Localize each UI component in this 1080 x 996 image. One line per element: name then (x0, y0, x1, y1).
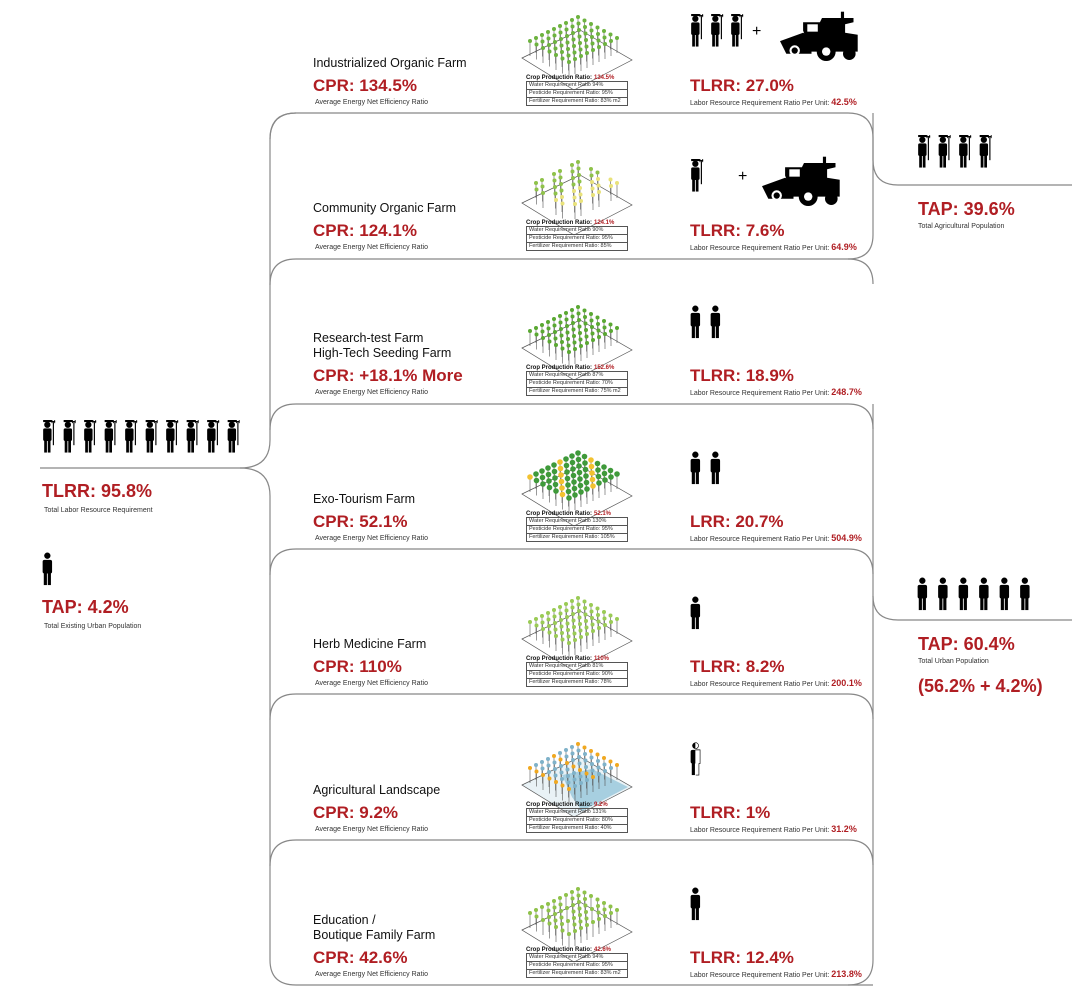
ratio-row: Pesticide Requirement Ratio: 95% (526, 90, 628, 98)
cpr-caption: Average Energy Net Efficiency Ratio (315, 99, 428, 106)
lrr-caption: Labor Resource Requirement Ratio Per Unit: (690, 390, 830, 397)
lrr-caption: Labor Resource Requirement Ratio Per Unit: (690, 100, 830, 107)
lrr-caption-row (690, 824, 857, 834)
crop-production-ratio-value: 42.6% (594, 947, 612, 953)
tlrr-value: TLRR: 27.0% (690, 76, 794, 95)
ratio-row: Water Requirement Ratio 94% (526, 81, 628, 90)
crop-production-ratio-value: 152.6% (594, 365, 615, 371)
farmer-icon (64, 420, 76, 453)
ratio-table (526, 220, 628, 251)
farmer-icon (207, 420, 219, 453)
lrr-per-unit-value: 31.2% (831, 824, 857, 834)
labor-icons (686, 884, 866, 933)
separator-line (270, 113, 873, 139)
farmer-icon (105, 420, 117, 453)
cpr-caption: Average Energy Net Efficiency Ratio (315, 971, 428, 978)
crop-production-ratio-value: 124.1% (594, 220, 615, 226)
labor-icons (686, 739, 866, 788)
farmer-icon (84, 420, 96, 453)
person-icon (691, 597, 700, 630)
farm-name: Exo-Tourism Farm (313, 492, 416, 506)
lrr-per-unit-value: 42.5% (831, 97, 857, 107)
farmer-icon (43, 420, 55, 453)
cpr-value: CPR: 52.1% (313, 512, 408, 531)
agri-tap-value: TAP: 39.6% (918, 199, 1015, 219)
crop-production-ratio (526, 365, 628, 371)
farmer-icon (125, 420, 137, 453)
cpr-value: CPR: 124.1% (313, 221, 417, 240)
plus-sign: + (752, 23, 762, 40)
cpr-caption: Average Energy Net Efficiency Ratio (315, 680, 428, 687)
person-icon (691, 306, 700, 339)
cpr-caption: Average Energy Net Efficiency Ratio (315, 535, 428, 542)
agri-workers-group (915, 135, 1007, 180)
ratio-table (526, 947, 628, 978)
cpr-value: CPR: 134.5% (313, 76, 417, 95)
farmer-icon (980, 135, 992, 168)
farmer-icon (691, 159, 703, 192)
person-icon (43, 553, 52, 586)
crop-production-ratio-label: Crop Production Ratio: (526, 220, 592, 226)
cpr-caption: Average Energy Net Efficiency Ratio (315, 244, 428, 251)
lrr-per-unit-value: 248.7% (831, 387, 862, 397)
existing-urban-tap-caption: Total Existing Urban Population (44, 623, 142, 630)
ratio-row: Fertilizer Requirement Ratio: 40% (526, 825, 628, 833)
lrr-caption-row (690, 387, 862, 397)
person-icon (711, 306, 720, 339)
cpr-value: CPR: 9.2% (313, 803, 399, 822)
person-icon (1000, 578, 1009, 611)
lrr-caption: Labor Resource Requirement Ratio Per Unit: (690, 536, 830, 543)
lrr-caption-row (690, 242, 857, 252)
ratio-row: Pesticide Requirement Ratio: 90% (526, 671, 628, 679)
ratio-row: Water Requirement Ratio 131% (526, 808, 628, 817)
ratio-table (526, 511, 628, 542)
lrr-caption: Labor Resource Requirement Ratio Per Unit: (690, 827, 830, 834)
crop-production-ratio-label: Crop Production Ratio: (526, 947, 592, 953)
farm-name: Herb Medicine Farm (313, 637, 427, 651)
farmer-icon (711, 14, 723, 47)
crop-production-ratio-value: 52.1% (594, 511, 612, 517)
ratio-row: Water Requirement Ratio 130% (526, 517, 628, 526)
ratio-table (526, 656, 628, 687)
farmer-icon (166, 420, 178, 453)
cpr-value: CPR: 42.6% (313, 948, 408, 967)
labor-icons (686, 12, 866, 61)
tlrr-value: TLRR: 1% (690, 803, 771, 822)
ratio-row: Water Requirement Ratio 90% (526, 226, 628, 235)
existing-urban-tap-value: TAP: 4.2% (42, 597, 129, 617)
cpr-caption: Average Energy Net Efficiency Ratio (315, 389, 428, 396)
lrr-per-unit-value: 504.9% (831, 533, 862, 543)
tlrr-value: TLRR: 7.6% (690, 221, 785, 240)
labor-icons (686, 593, 866, 642)
ratio-row: Pesticide Requirement Ratio: 95% (526, 526, 628, 534)
ratio-row: Fertilizer Requirement Ratio: 83% m2 (526, 970, 628, 978)
total-tlrr-value: TLRR: 95.8% (42, 481, 153, 501)
person-icon (938, 578, 947, 611)
ratio-row: Fertilizer Requirement Ratio: 75% m2 (526, 388, 628, 396)
farm-name: Community Organic Farm (313, 201, 457, 215)
separator-line (270, 259, 873, 285)
separator-line (270, 549, 873, 575)
ratio-row: Water Requirement Ratio 94% (526, 953, 628, 962)
urban-person-group (40, 552, 70, 597)
lrr-caption-row (690, 678, 862, 688)
tlrr-value: TLRR: 18.9% (690, 366, 794, 385)
crop-production-ratio-value: 9.2% (594, 802, 608, 808)
tlrr-value: TLRR: 12.4% (690, 948, 794, 967)
ratio-row: Fertilizer Requirement Ratio: 83% m2 (526, 98, 628, 106)
person-icon (691, 452, 700, 485)
ratio-row: Pesticide Requirement Ratio: 95% (526, 235, 628, 243)
person-icon (711, 452, 720, 485)
farmer-icon (918, 135, 930, 168)
ratio-row: Pesticide Requirement Ratio: 80% (526, 817, 628, 825)
lrr-per-unit-value: 64.9% (831, 242, 857, 252)
lrr-caption-row (690, 533, 862, 543)
crop-production-ratio-label: Crop Production Ratio: (526, 365, 592, 371)
ratio-row: Water Requirement Ratio 87% (526, 371, 628, 380)
left-trunk-top (40, 113, 296, 468)
lrr-caption: Labor Resource Requirement Ratio Per Unit: (690, 681, 830, 688)
total-tlrr-caption: Total Labor Resource Requirement (44, 507, 153, 514)
ratio-row: Fertilizer Requirement Ratio: 85% (526, 243, 628, 251)
lrr-caption-row (690, 969, 862, 979)
crop-production-ratio-label: Crop Production Ratio: (526, 802, 592, 808)
cpr-caption: Average Energy Net Efficiency Ratio (315, 826, 428, 833)
ratio-table (526, 365, 628, 396)
ratio-table (526, 75, 628, 106)
cpr-value: CPR: 110% (313, 657, 402, 676)
farmer-icon (731, 14, 743, 47)
farm-name: Agricultural Landscape (313, 783, 441, 797)
farm-name: Research-test Farm High-Tech Seeding Farm (313, 331, 452, 360)
urban-breakdown-value: (56.2% + 4.2%) (918, 676, 1043, 696)
agri-tap-caption: Total Agricultural Population (918, 223, 1005, 230)
labor-icons (686, 448, 866, 497)
crop-production-ratio (526, 75, 628, 81)
ratio-row: Pesticide Requirement Ratio: 70% (526, 380, 628, 388)
harvester-icon (762, 157, 840, 206)
labor-icons (686, 302, 866, 351)
cpr-value: CPR: +18.1% More (313, 366, 463, 385)
tlrr-value: TLRR: 8.2% (690, 657, 785, 676)
farmer-icon (691, 14, 703, 47)
person-icon (959, 578, 968, 611)
crop-production-ratio-label: Crop Production Ratio: (526, 75, 592, 81)
separator-line (270, 840, 873, 866)
farmer-icon (939, 135, 951, 168)
urban-people-group (915, 577, 1048, 622)
farmer-icon (959, 135, 971, 168)
crop-production-ratio-value: 134.5% (594, 75, 615, 81)
farmer-icon (187, 420, 199, 453)
crop-production-ratio (526, 220, 628, 226)
plus-sign: + (738, 168, 748, 185)
half-person-icon (691, 742, 702, 776)
tlrr-value: LRR: 20.7% (690, 512, 784, 531)
harvester-icon (780, 12, 858, 61)
lrr-caption-row (690, 97, 857, 107)
person-icon (918, 578, 927, 611)
lrr-per-unit-value: 200.1% (831, 678, 862, 688)
ratio-row: Water Requirement Ratio 81% (526, 662, 628, 671)
farm-name: Education / Boutique Family Farm (313, 913, 436, 942)
ratio-row: Fertilizer Requirement Ratio: 105% (526, 534, 628, 542)
person-icon (1020, 578, 1029, 611)
farm-name: Industrialized Organic Farm (313, 56, 467, 70)
lrr-caption: Labor Resource Requirement Ratio Per Unit: (690, 972, 830, 979)
crop-production-ratio-label: Crop Production Ratio: (526, 656, 592, 662)
labor-icons (686, 157, 866, 206)
urban-tap-value: TAP: 60.4% (918, 634, 1015, 654)
crop-production-ratio-value: 110% (594, 656, 610, 662)
person-icon (979, 578, 988, 611)
person-icon (691, 888, 700, 921)
urban-tap-caption: Total Urban Population (918, 658, 989, 665)
ratio-row: Fertilizer Requirement Ratio: 78% (526, 679, 628, 687)
farmer-icon (146, 420, 158, 453)
farmer-icon (228, 420, 240, 453)
separator-line (270, 694, 873, 720)
ratio-table (526, 802, 628, 833)
ratio-row: Pesticide Requirement Ratio: 95% (526, 962, 628, 970)
separator-line (270, 404, 873, 430)
crop-production-ratio-label: Crop Production Ratio: (526, 511, 592, 517)
labor-workers-group (40, 420, 255, 465)
lrr-caption: Labor Resource Requirement Ratio Per Unit: (690, 245, 830, 252)
lrr-per-unit-value: 213.8% (831, 969, 862, 979)
